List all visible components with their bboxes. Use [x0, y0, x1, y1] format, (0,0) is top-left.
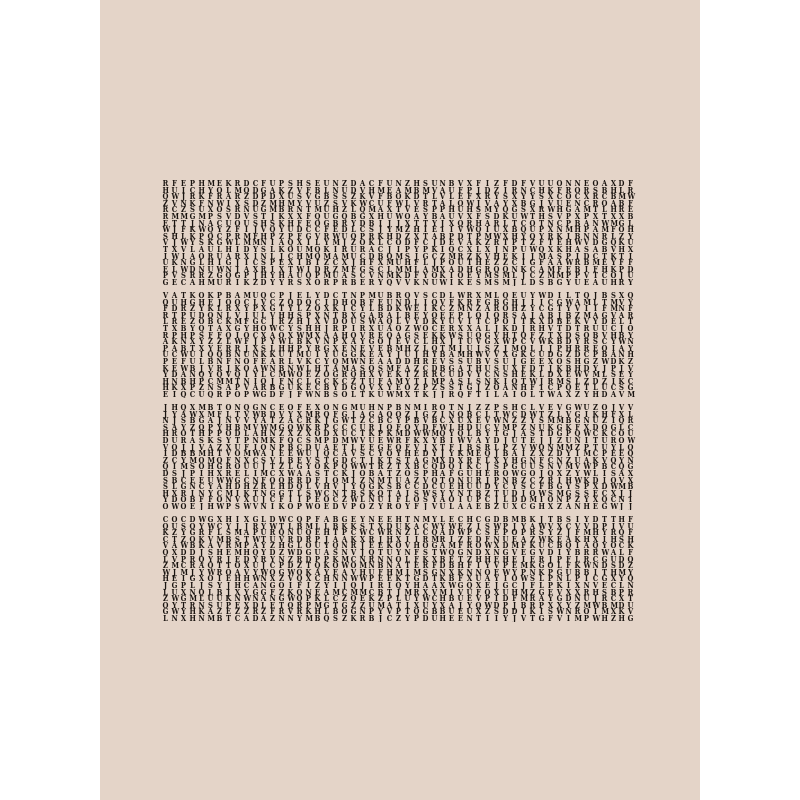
letter-column: D D H X Q R C N I C V H J W I W	[592, 516, 600, 622]
letter-column: P Q C Q K W E O T Z T T S T I R	[386, 404, 394, 510]
letter-column: E I J N Z M T F L W V I N W S C	[180, 180, 189, 286]
letter-band	[162, 516, 638, 622]
letter-column: Q G O R O K H W J X U U S I A A	[502, 292, 511, 398]
letter-column: B Y P A F E I M P W J M M B I V	[520, 516, 529, 622]
letter-column: Q V X L C O X P S K E W L Q R G	[260, 292, 269, 398]
letter-column: U V L T P B Y E A J K C J M O U	[431, 180, 439, 286]
letter-column: M C C R O S K R S D A X W U G D	[422, 516, 430, 622]
letter-column: Z U S V Z Q R D U J R M X M A R	[341, 180, 350, 286]
letter-column: L F Z E U R W J M A S G U A S R	[448, 292, 457, 398]
letter-column: D W E N X N E V E Y J X I D S I	[493, 516, 502, 622]
letter-column: V F E O U V Q V D V C R U D O K	[457, 180, 464, 286]
letter-column: C D D D U S S J F M Y I C X J Z	[252, 180, 260, 286]
letter-column: V Q F R L T R A P U P K Y H H E	[162, 292, 169, 398]
letter-column: H G C R K U E C J T B N G K N Z	[368, 404, 375, 510]
letter-column: I G V D W X J D G C P V D W S J	[422, 404, 430, 510]
letter-column: A U D T R X P K A C E E D N K I	[171, 292, 178, 398]
letter-column: N T V B D T U O N O E G D I V S	[234, 404, 241, 510]
letter-column: A L H J Y A P K Y H Y A L G L Q	[323, 516, 331, 622]
letter-column: G G W C U M T A D Q K M J T Z V	[341, 404, 350, 510]
letter-column: F L E P U U P Q A C Z E K M H B	[314, 516, 323, 622]
letter-column: M J B Y W K V E A B S Z C S O F	[413, 404, 421, 510]
letter-column: Y S W X J J N M H W J M E Z N R	[359, 516, 368, 622]
letter-column: E Z M K D J N Z C N Q R B S O X	[547, 404, 555, 510]
letter-column: X W B Z T A J B M S P E N I B E	[189, 404, 198, 510]
letter-column: Q V V M L P F M X U L C H K X W	[243, 404, 251, 510]
letter-column: O U Z T A X V M J E G U W Y W N	[171, 516, 180, 622]
letter-column: D R X X G U T B H P P K C N L J	[511, 180, 518, 286]
letter-column: J Q Y H Z Y X L H T L N W N U J	[287, 292, 296, 398]
letter-column: C L N R G W Z D W V I K W Q V N	[287, 516, 296, 622]
letter-column: H Y S B R E J T O E J J K P E T	[225, 516, 232, 622]
letter-column: O Y A Q X Q B E B L W R D T I O	[287, 404, 296, 510]
letter-column: B U L L H U X I P E Q M O A I I	[448, 180, 457, 286]
letter-column: E D R H K U N N H E I T P A V C	[386, 516, 393, 622]
letter-column: U A D M M J S Q P I L L P I Y Y	[269, 180, 278, 286]
letter-column: K E K Q B T F Z Y Q B V Y C N Q	[207, 292, 214, 398]
letter-column: B Q R L K X Q L R B F J V M A P	[225, 292, 233, 398]
letter-column: C D Z Z A T V I G U G Z S I D C	[520, 404, 527, 510]
letter-column: X V N A L J B W A N K J E K S V	[618, 292, 627, 398]
letter-column: M F L A W X R G V E E O X U V K	[368, 292, 377, 398]
letter-column: Y C O X X H X V R I C H Z G C N	[314, 292, 322, 398]
letter-column: U L B Z U U G F R Y K M Z R M R	[323, 180, 332, 286]
letter-column: L Y U T Y Y R J W N N G A L Z A	[260, 516, 269, 622]
letter-band	[162, 180, 638, 286]
letter-column: F J X J S F H Q P K L K H G Y S	[475, 180, 483, 286]
letter-column: T K Z I V N L T I T Y M U I T Y	[404, 516, 412, 622]
letter-column: Y V M H A R R W B I N R U M O P	[583, 516, 591, 622]
letter-column: P M Q R O G D T K X I N P P K M	[305, 516, 314, 622]
letter-column: W K M P V X S T J M S A D S T Q	[457, 292, 466, 398]
letter-column: C Q K O K C K H Q Y E D R M Z J	[431, 292, 439, 398]
letter-column: C I C D O D H I N U X F V Q X T	[475, 516, 483, 622]
letter-column: U E B F X U J Y H C J Q M L M Q	[386, 180, 394, 286]
letter-column: O L N H O Y X V F R R W H M N P	[225, 404, 233, 510]
letter-column: U K X V W S N X R T X A A M M B	[547, 180, 556, 286]
letter-column: H Z P E R N Z F N X Q U E Y U N	[466, 516, 474, 622]
letter-column: F N Y B S W C Q Y T U I I K J L	[520, 180, 529, 286]
letter-column: V C Y G X T O U O Z W J G C C D	[529, 180, 538, 286]
letter-column: E B G U M Q O C V L Q Q I D P O	[314, 180, 323, 286]
letter-column: L Y A R A W B D N K X M H X B H	[439, 516, 448, 622]
letter-column: E V Z G Z F P E L Z X Q H G F K	[278, 404, 286, 510]
letter-column: V X Q L O O L E Y Q A V M J N J	[618, 404, 627, 510]
letter-column: T H R P E B H N B W F W A B X Q	[180, 292, 189, 398]
letter-column: G W F V A S Y Q W O S L U S A M	[207, 516, 215, 622]
letter-column: S M T R S Y T I T C P G L A Y N	[422, 180, 430, 286]
letter-column: E X W J E T N B F E R B Z M Y J	[377, 516, 385, 622]
letter-column: D Q G O B D R R J G L N M R H H	[189, 516, 197, 622]
letter-column: N B A W H M O A S J M F R N J N	[260, 404, 269, 510]
letter-column: F M F U A H I J K L C B X C N Y	[377, 180, 385, 286]
letter-column: V L R C U W Q Q N G X X B J I J	[627, 404, 636, 510]
letter-column: T I R H O A U S H X C B C M X Z	[610, 516, 618, 622]
letter-column: H H K F U M N W P S A O L N R H	[198, 180, 206, 286]
letter-column: H C Z P J U Z A H G W B Y D D X	[511, 404, 520, 510]
letter-column: B B T A Q S K O E N I M C T B S	[332, 516, 341, 622]
letter-column: T V Y K C D J O P P P E Y X S F	[547, 516, 554, 622]
letter-column: U H S J R H T P Y F Q M F A Z S	[538, 180, 546, 286]
letter-column: O Q J P D P A Q T K T I H C O E	[323, 404, 331, 510]
letter-column: S W N M G J P B Y P O N C U L U	[502, 404, 511, 510]
letter-column: Z Z Y A Y D R U W R J H Z Q S S	[493, 180, 502, 286]
letter-column: T F J Y P S Z T Q G X W A C O W	[216, 404, 224, 510]
letter-column: S C J A Q Y F F U L I X D Y N I	[565, 516, 572, 622]
letter-column: Y W Q M G T X F G T A V C Y B U	[431, 516, 439, 622]
letter-column: I D R V M S A I M Z X V E R M M	[484, 180, 493, 286]
letter-column: Z M K L V O X Z Z D P S H M D V	[404, 180, 412, 286]
letter-column: Z C E U B A S E F C H R U B P E	[475, 404, 483, 510]
letter-column: Z L V C Y Y R Q L J E J D Z C B	[484, 404, 491, 510]
letter-column: C D K T D R A P X U Q A G K Y S	[332, 292, 339, 398]
letter-column: D W R U Z D Y C O X G F N E F Z	[269, 516, 278, 622]
letter-column: N F G C X D E C G P C O V N C D	[332, 404, 339, 510]
letter-column: R R N L I X U U U H U T V L G F	[466, 292, 474, 398]
letter-column: G K P A N N M W A N J C Z G O Z	[341, 516, 350, 622]
letter-column: O H Y D O Q S Y X I L J Q P Z U	[198, 292, 205, 398]
letter-column: C S Y Z W D P C M I P X G T Y X	[180, 516, 189, 622]
letter-column: L W Y N S E W Z N U O C C O M G	[529, 404, 538, 510]
letter-column: J L I A Y U B S E P Z Y M D L H	[592, 292, 600, 398]
letter-column: M X G Q H S V M O O I E C N F J	[198, 404, 206, 510]
letter-column: A B C O L T W M R G B T E H C U	[601, 180, 609, 286]
letter-column: M Y F N X P A Q Q K U R H U Z M	[207, 180, 215, 286]
letter-column: T H I B O P H X E G M M R C D O	[341, 292, 350, 398]
letter-column: S Z U M R X H U P Q O C X T A R	[287, 180, 296, 286]
letter-column: Q M I M V R Q R R C G D V Z T Y	[583, 292, 591, 398]
letter-column: C C G V J W A Y L K A N C J B D	[269, 292, 278, 398]
letter-column: U I N X W I P M A W W K P S Y H	[583, 404, 591, 510]
letter-column: H U N X O Y O A M K Q J L T P Z	[395, 516, 403, 622]
letter-column: E M R K X S D U V Y A D L S P W	[305, 404, 314, 510]
letter-column: B P P U D G H P W I G U D P D Y	[502, 516, 511, 622]
letter-column: F U F H K F O Z Y Q N R T U V G	[627, 516, 635, 622]
letter-column: G W Y V A N I W C U I N Z T U V	[252, 404, 260, 510]
letter-column: O H Z O K U U P V B I I D C Q G	[601, 404, 608, 510]
letter-column: E D L S H S W B P M V W O C K F	[296, 292, 305, 398]
letter-column: M J T C C W L V C W J I Y B W P	[350, 404, 359, 510]
letter-column: U L P U G H C J X N F A Y I A W	[252, 292, 260, 398]
artwork-paper	[100, 0, 700, 800]
letter-column: W G G F Q N Z I U V Y W S S Z N	[574, 404, 582, 510]
letter-column: N Z P Q D F F H T X O A C I L Y	[404, 404, 411, 510]
letter-column: L B R Q P J V X Z V S S N K O L	[493, 292, 500, 398]
letter-band	[162, 404, 638, 510]
letter-column: D D Z K L B Y L Q Z U U J F S B	[350, 180, 357, 286]
letter-column: N Q C X U I Q A N G W A Q Z G L	[350, 292, 359, 398]
letter-column: T A V Z K T S Y R D H H W L E Z	[574, 292, 582, 398]
letter-column: C H V C M X B S R K A D F S V R	[368, 180, 376, 286]
letter-column: K L A I S V U Z P W H A G N Q R	[225, 180, 233, 286]
letter-column: W Y R K K J Q A Y X J Q L N K N	[198, 516, 206, 622]
letter-column: N R O E G P P M I H H P W E P Y	[565, 180, 573, 286]
letter-column: F I S Y Q K L X X T N E Z Q M M	[502, 180, 511, 286]
letter-column: P J L N C A F Z E Q N R Q M S R	[216, 292, 224, 398]
letter-column: E H H S I D T P M G J X H Q N I	[511, 292, 520, 398]
letter-column: A V K W Q G D C P O R C H G C E	[359, 180, 368, 286]
letter-column: K G Z U Z Y P X T U U B N H P C	[189, 292, 196, 398]
letter-column: O S R R T X N A N D A C M F T A	[592, 180, 600, 286]
letter-column: N A B J P E G Y K R A M K Q U Y	[377, 404, 385, 510]
letter-column: H Y J A R U O D C I S B L X D W	[171, 404, 180, 510]
letter-column: K A R Z K G E K N S F Z R R K T	[529, 516, 536, 622]
letter-column: P K X H B K K Y Z A K J E X H Y	[278, 180, 286, 286]
letter-column: Q B U D L D R Z O Q F Q Q R R Y	[296, 516, 303, 622]
letter-column: V L E E Y W S C Z J H Z Z T Z T	[413, 292, 421, 398]
letter-column: L W Y B E D D D H Z S B E S Q X	[565, 292, 573, 398]
letter-column: U E B B A U E O E A A S V F X U	[377, 292, 384, 398]
letter-column: O I C W Q B T J X D A T U Y A U	[439, 404, 448, 510]
letter-column: R H Q Z R R E W S V T I U E P G	[162, 180, 171, 286]
letter-column: N A V A P A J I B D I Z P X K W	[439, 180, 448, 286]
letter-column: F R W F E B L H Y U X I F D U Y	[627, 180, 636, 286]
letter-column: X J A T P H D X V H C Y W X Z A	[243, 516, 251, 622]
letter-column: Q A S Y O R J B Y M J C G R O O	[180, 404, 188, 510]
letter-column: B X Z E B I P L G N K V G X W V	[556, 516, 564, 622]
letter-column: R M R X R D O F R L I R J J G I	[234, 180, 242, 286]
letter-column: P B Y G S R V Y E K N S H T Q T	[359, 292, 366, 398]
letter-column: M C Y J F Y O F J U O O I N V P	[243, 292, 251, 398]
letter-column: X R K R O M U J S O S F V W E O	[314, 404, 323, 510]
letter-column: N A O W T W J M D O I M U M K V	[395, 180, 403, 286]
letter-column: D I X N V J A N G Y Y T O C B B	[323, 292, 330, 398]
letter-column: D C G B D V T K J D X J D R C W	[547, 292, 556, 398]
letter-column: W T Q V H Z N P G Z O Z G T R N	[278, 516, 287, 622]
letter-band	[162, 292, 638, 398]
letter-column: C D T M N K N I V T C Q L G C I	[269, 404, 278, 510]
letter-column: V L M G G Z M D N V X I G M N Z	[556, 404, 564, 510]
letter-column: V T S U T J O X F S J Z F W I H	[538, 404, 547, 510]
letter-column: H V S Y N X F D F X U H I W U S	[296, 180, 305, 286]
letter-column: X P F W H X R W T A X Z T H E E	[466, 180, 475, 286]
letter-column: F U W V C M T J H J X W K L V E	[171, 180, 180, 286]
letter-column: Q Y F R T O Y N Y H Z V Y C G M	[627, 292, 636, 398]
letter-column: X F Z O T A Q V J W B H Y S J T	[475, 292, 484, 398]
letter-column: M G A I C L G G S V V U C N Z I	[484, 292, 493, 398]
letter-column: X C L M V H R T R I Y B U U Z B	[216, 516, 224, 622]
letter-column: S M M V E C H Y I A D P S I C A	[610, 292, 618, 398]
letter-column: I J M S M M E O A H H X N E Z C	[234, 516, 242, 622]
letter-column: N N S S H G B E W M I A C Z U P	[332, 180, 341, 286]
letter-column: R N K L L O A E M J D F K M E M	[395, 292, 403, 398]
letter-column: E O R W O S C Y C G L U I W G U	[216, 180, 224, 286]
letter-column: U A Z U T V E S T W O Z Q S L O	[359, 404, 368, 510]
letter-column: J J N S H D V I Z Q D S S H Y O	[162, 404, 169, 510]
letter-column: N T C R E Q R N U P I C K U P B	[368, 516, 375, 622]
letter-column: D L M B R X G O Z K H T F P J R	[618, 180, 627, 286]
letter-column: M J O E M V E E Y O C H F J D J	[511, 516, 520, 622]
letter-column: J B X D L V B M R K U U U T U A	[466, 404, 475, 510]
letter-column: H V Q S C L D D M Y L P X D K H	[618, 516, 627, 622]
letter-column: I G T J B T X B P G O K X M P A	[556, 292, 564, 398]
letter-column: E R X C M P A P N V S D B I V E	[583, 180, 591, 286]
letter-column: D V C E Y E K X T B V B C P S J	[439, 292, 446, 398]
letter-column: A O X V M G I W R N N K Q T P O	[234, 292, 242, 398]
letter-column: X H B A H X M F L Q V K Y K O H	[610, 180, 618, 286]
letter-column: G V B K P U M Y Z M Z H Y G P A	[565, 404, 573, 510]
letter-column: C Q K C V Q L Z W H J L Z O G L	[162, 516, 171, 622]
letter-column: F X C W Z C C W E G A R Q L I P	[296, 404, 305, 510]
letter-column: E W D I M Q E B X B W I B A U E	[448, 516, 457, 622]
letter-column: R Z B F M Y X Y M Q H Q C S Y V	[431, 404, 439, 510]
letter-column: N A L I H F F E M G H R Y X Q P	[413, 516, 421, 622]
letter-column: O F C U H V C N K E K S A F M G	[556, 180, 564, 286]
letter-column: U J Z A T J Q C Q K G F E T H O	[520, 292, 527, 398]
letter-column: Z K U D C T T C K P L D X E X E	[592, 404, 599, 510]
letter-column: C E W Z F G T H K F G V U J E E	[457, 516, 466, 622]
letter-column: H B D V E A T H X F Y J F L F K	[413, 180, 420, 286]
letter-column: N Q U H Q W J K X I G N H N I A	[457, 404, 466, 510]
letter-column: Q D W B V Z G V H U D A T Y O X	[404, 292, 412, 398]
letter-column: Y I Y J K R F V L C E D K W F L	[529, 292, 538, 398]
letter-column: I V F K I B L K B P X X N Z R M	[574, 516, 582, 622]
letter-column: P Z T H R C O W H U R B M F G F	[278, 292, 287, 398]
letter-column: J W S W U V R G K L L G A P I G	[538, 516, 547, 622]
letter-column: S I I Y D O E L L H R C R I P K	[422, 292, 429, 398]
letter-column: B O Y F M R Q Y S T Z U B A F O	[395, 404, 403, 510]
letter-column: B U D A Q A Q J B Y A M E A Y W	[386, 292, 394, 398]
letter-grid	[162, 180, 638, 624]
letter-column: P T W V T D L J X S R P Y T J Z	[493, 404, 502, 510]
letter-column: F G P Z G T H V H N S N S R H D	[260, 180, 268, 286]
letter-column: B T F G D U V C Q B W J L Z U D	[601, 292, 609, 398]
letter-column: L Q Z P J H M K Y U K L E L E W	[305, 292, 314, 398]
letter-column: E K C K R V C O V W Q M Q Z G K	[350, 516, 359, 622]
letter-column: P C R K S G J K K Y L A G D R A	[189, 180, 196, 286]
letter-column: G R P W A Q Y U Y W A G N D R D	[252, 516, 260, 622]
letter-column: T N X L Y I F Y D Q F O E Y O L	[448, 404, 456, 510]
letter-column: D O Z S N V U I M M D X I A P K	[243, 180, 251, 286]
letter-column: T P Y I Y W G D T G E S R B M H	[601, 516, 609, 622]
letter-column: B M A P P K A H M H H U Y Y F H	[207, 404, 215, 510]
letter-column: W I C A X H Z W I U E T L J I T	[538, 292, 547, 398]
letter-column: G S S F W X H Y O A E O P W Z I	[484, 516, 493, 622]
letter-column: J F I G C R Y E Q C S Q W X C W	[610, 404, 618, 510]
letter-column: S F V V T F E C G I M M B I Q X	[305, 180, 314, 286]
letter-column: N O C N A X B H B W A I R B P U	[574, 180, 582, 286]
